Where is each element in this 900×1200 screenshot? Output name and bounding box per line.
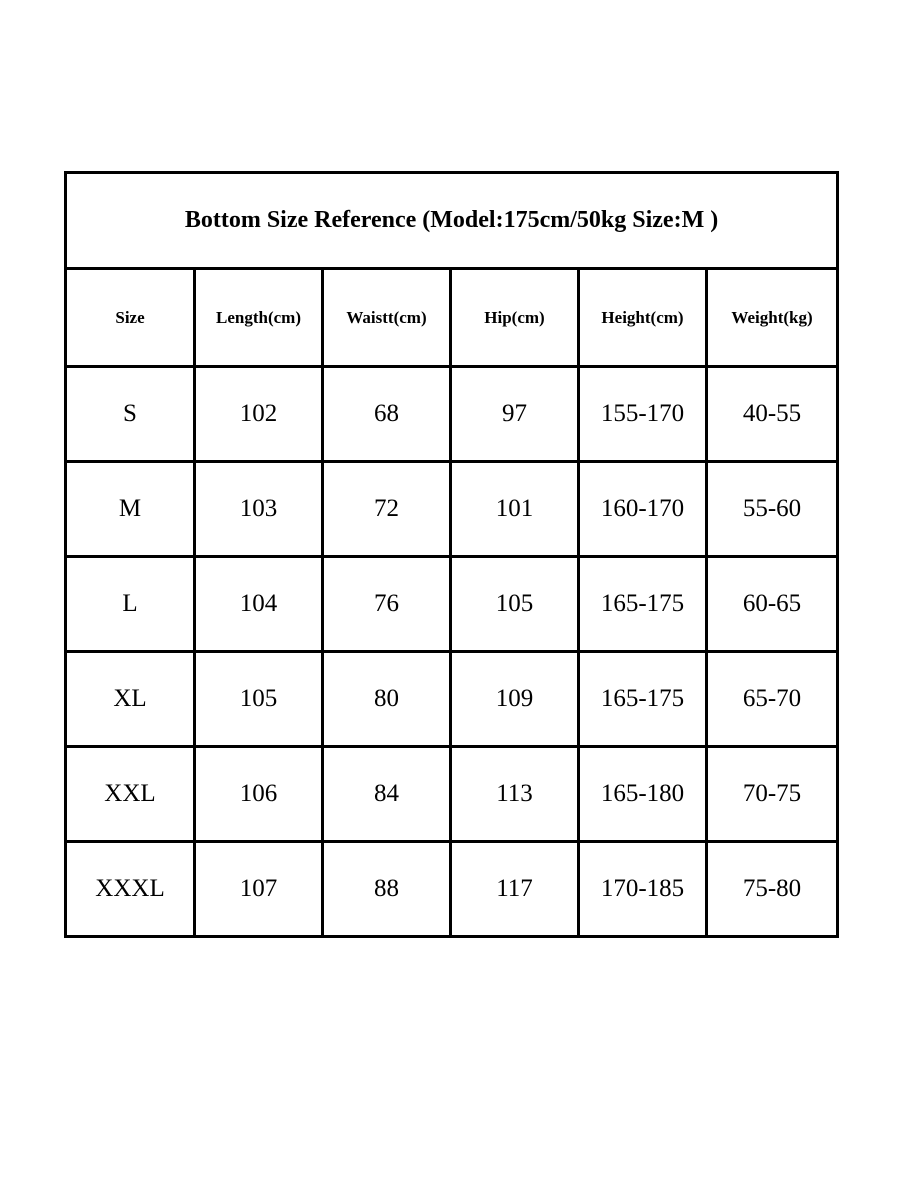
- cell-height: 165-175: [579, 652, 707, 747]
- cell-length: 105: [195, 652, 323, 747]
- cell-size: XXL: [66, 747, 195, 842]
- cell-hip: 113: [451, 747, 579, 842]
- cell-length: 103: [195, 462, 323, 557]
- table-row: [66, 747, 838, 842]
- cell-size: S: [66, 367, 195, 462]
- cell-weight: 55-60: [707, 462, 838, 557]
- header-height: Height(cm): [579, 269, 707, 367]
- cell-waist: 88: [323, 842, 451, 937]
- cell-height: 160-170: [579, 462, 707, 557]
- cell-hip: 109: [451, 652, 579, 747]
- cell-height: 165-180: [579, 747, 707, 842]
- cell-waist: 80: [323, 652, 451, 747]
- cell-hip: 101: [451, 462, 579, 557]
- cell-length: 106: [195, 747, 323, 842]
- header-length: Length(cm): [195, 269, 323, 367]
- header-row: [66, 269, 838, 367]
- cell-waist: 76: [323, 557, 451, 652]
- cell-hip: 105: [451, 557, 579, 652]
- cell-length: 102: [195, 367, 323, 462]
- cell-weight: 60-65: [707, 557, 838, 652]
- cell-weight: 75-80: [707, 842, 838, 937]
- cell-weight: 70-75: [707, 747, 838, 842]
- cell-waist: 84: [323, 747, 451, 842]
- table-title: Bottom Size Reference (Model:175cm/50kg Size:M ): [66, 173, 838, 269]
- cell-hip: 97: [451, 367, 579, 462]
- cell-height: 165-175: [579, 557, 707, 652]
- cell-length: 107: [195, 842, 323, 937]
- cell-size: XXXL: [66, 842, 195, 937]
- table-row: [66, 367, 838, 462]
- cell-weight: 65-70: [707, 652, 838, 747]
- header-size: Size: [66, 269, 195, 367]
- cell-size: L: [66, 557, 195, 652]
- cell-hip: 117: [451, 842, 579, 937]
- cell-height: 155-170: [579, 367, 707, 462]
- cell-waist: 72: [323, 462, 451, 557]
- header-waist: Waistt(cm): [323, 269, 451, 367]
- cell-length: 104: [195, 557, 323, 652]
- cell-size: M: [66, 462, 195, 557]
- cell-weight: 40-55: [707, 367, 838, 462]
- table-row: [66, 557, 838, 652]
- cell-height: 170-185: [579, 842, 707, 937]
- cell-waist: 68: [323, 367, 451, 462]
- table-row: [66, 652, 838, 747]
- header-hip: Hip(cm): [451, 269, 579, 367]
- table-row: [66, 462, 838, 557]
- size-chart-table: [64, 171, 839, 938]
- table-row: [66, 842, 838, 937]
- cell-size: XL: [66, 652, 195, 747]
- title-row: [66, 173, 838, 269]
- header-weight: Weight(kg): [707, 269, 838, 367]
